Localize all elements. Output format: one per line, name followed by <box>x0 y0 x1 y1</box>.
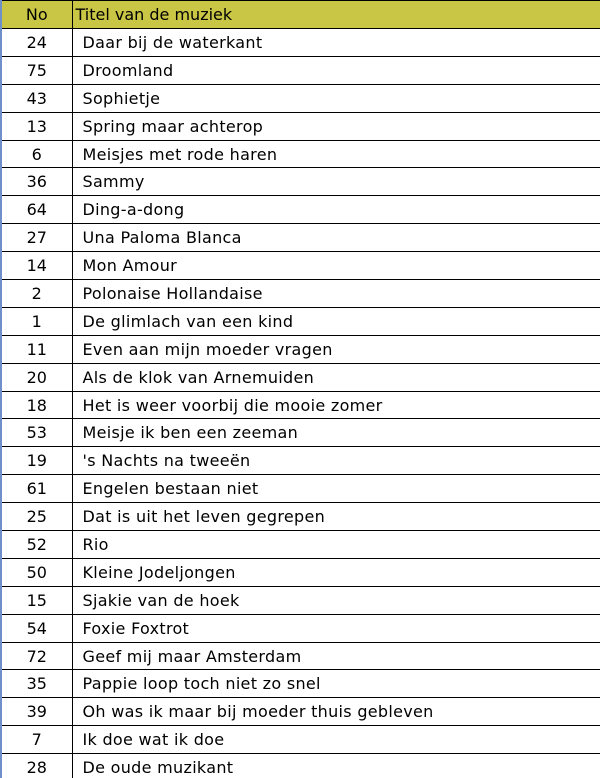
row-number: 14 <box>1 252 72 280</box>
row-title: Rio <box>72 531 600 559</box>
row-title: Mon Amour <box>72 252 600 280</box>
row-number: 24 <box>1 29 72 57</box>
row-number: 39 <box>1 698 72 726</box>
row-title: Engelen bestaan niet <box>72 475 600 503</box>
row-title: Sammy <box>72 168 600 196</box>
table-row <box>1 307 600 335</box>
row-title: Una Paloma Blanca <box>72 224 600 252</box>
table-row <box>1 112 600 140</box>
row-number: 53 <box>1 419 72 447</box>
row-number: 64 <box>1 196 72 224</box>
row-title: Pappie loop toch niet zo snel <box>72 670 600 698</box>
header-no: No <box>1 1 72 29</box>
row-number: 61 <box>1 475 72 503</box>
row-title: Daar bij de waterkant <box>72 29 600 57</box>
table-row <box>1 363 600 391</box>
row-title: Meisje ik ben een zeeman <box>72 419 600 447</box>
row-number: 19 <box>1 447 72 475</box>
row-title: Dat is uit het leven gegrepen <box>72 503 600 531</box>
row-title: Oh was ik maar bij moeder thuis gebleven <box>72 698 600 726</box>
row-title: Polonaise Hollandaise <box>72 280 600 308</box>
row-title: Sophietje <box>72 84 600 112</box>
table-row <box>1 726 600 754</box>
row-title: Ding-a-dong <box>72 196 600 224</box>
row-number: 72 <box>1 642 72 670</box>
header-row <box>1 1 600 29</box>
row-number: 75 <box>1 56 72 84</box>
table-row <box>1 29 600 57</box>
row-title: Ik doe wat ik doe <box>72 726 600 754</box>
row-title: Sjakie van de hoek <box>72 586 600 614</box>
row-title: 's Nachts na tweeën <box>72 447 600 475</box>
row-number: 2 <box>1 280 72 308</box>
table-row <box>1 56 600 84</box>
table-row <box>1 252 600 280</box>
table-row <box>1 503 600 531</box>
table-row <box>1 698 600 726</box>
table-row <box>1 754 600 778</box>
table-row <box>1 168 600 196</box>
row-number: 6 <box>1 140 72 168</box>
table-row <box>1 558 600 586</box>
row-title: Even aan mijn moeder vragen <box>72 335 600 363</box>
table-row <box>1 280 600 308</box>
row-title: Droomland <box>72 56 600 84</box>
table-row <box>1 586 600 614</box>
row-title: De oude muzikant <box>72 754 600 778</box>
row-number: 25 <box>1 503 72 531</box>
row-title: Meisjes met rode haren <box>72 140 600 168</box>
row-number: 52 <box>1 531 72 559</box>
table-row <box>1 614 600 642</box>
table-row <box>1 140 600 168</box>
row-title: De glimlach van een kind <box>72 307 600 335</box>
row-number: 1 <box>1 307 72 335</box>
row-number: 18 <box>1 391 72 419</box>
row-number: 35 <box>1 670 72 698</box>
table-row <box>1 531 600 559</box>
row-number: 43 <box>1 84 72 112</box>
table-row <box>1 475 600 503</box>
row-number: 28 <box>1 754 72 778</box>
table-row <box>1 196 600 224</box>
row-title: Het is weer voorbij die mooie zomer <box>72 391 600 419</box>
row-number: 27 <box>1 224 72 252</box>
row-title: Foxie Foxtrot <box>72 614 600 642</box>
row-number: 54 <box>1 614 72 642</box>
table-row <box>1 670 600 698</box>
row-number: 20 <box>1 363 72 391</box>
table-row <box>1 391 600 419</box>
row-number: 36 <box>1 168 72 196</box>
row-number: 7 <box>1 726 72 754</box>
row-title: Geef mij maar Amsterdam <box>72 642 600 670</box>
table-row <box>1 447 600 475</box>
row-number: 13 <box>1 112 72 140</box>
row-title: Als de klok van Arnemuiden <box>72 363 600 391</box>
row-title: Spring maar achterop <box>72 112 600 140</box>
table-row <box>1 335 600 363</box>
table-row <box>1 84 600 112</box>
row-title: Kleine Jodeljongen <box>72 558 600 586</box>
table-row <box>1 642 600 670</box>
table-row <box>1 419 600 447</box>
table-row <box>1 224 600 252</box>
row-number: 11 <box>1 335 72 363</box>
row-number: 50 <box>1 558 72 586</box>
row-number: 15 <box>1 586 72 614</box>
header-title: Titel van de muziek <box>72 1 600 29</box>
